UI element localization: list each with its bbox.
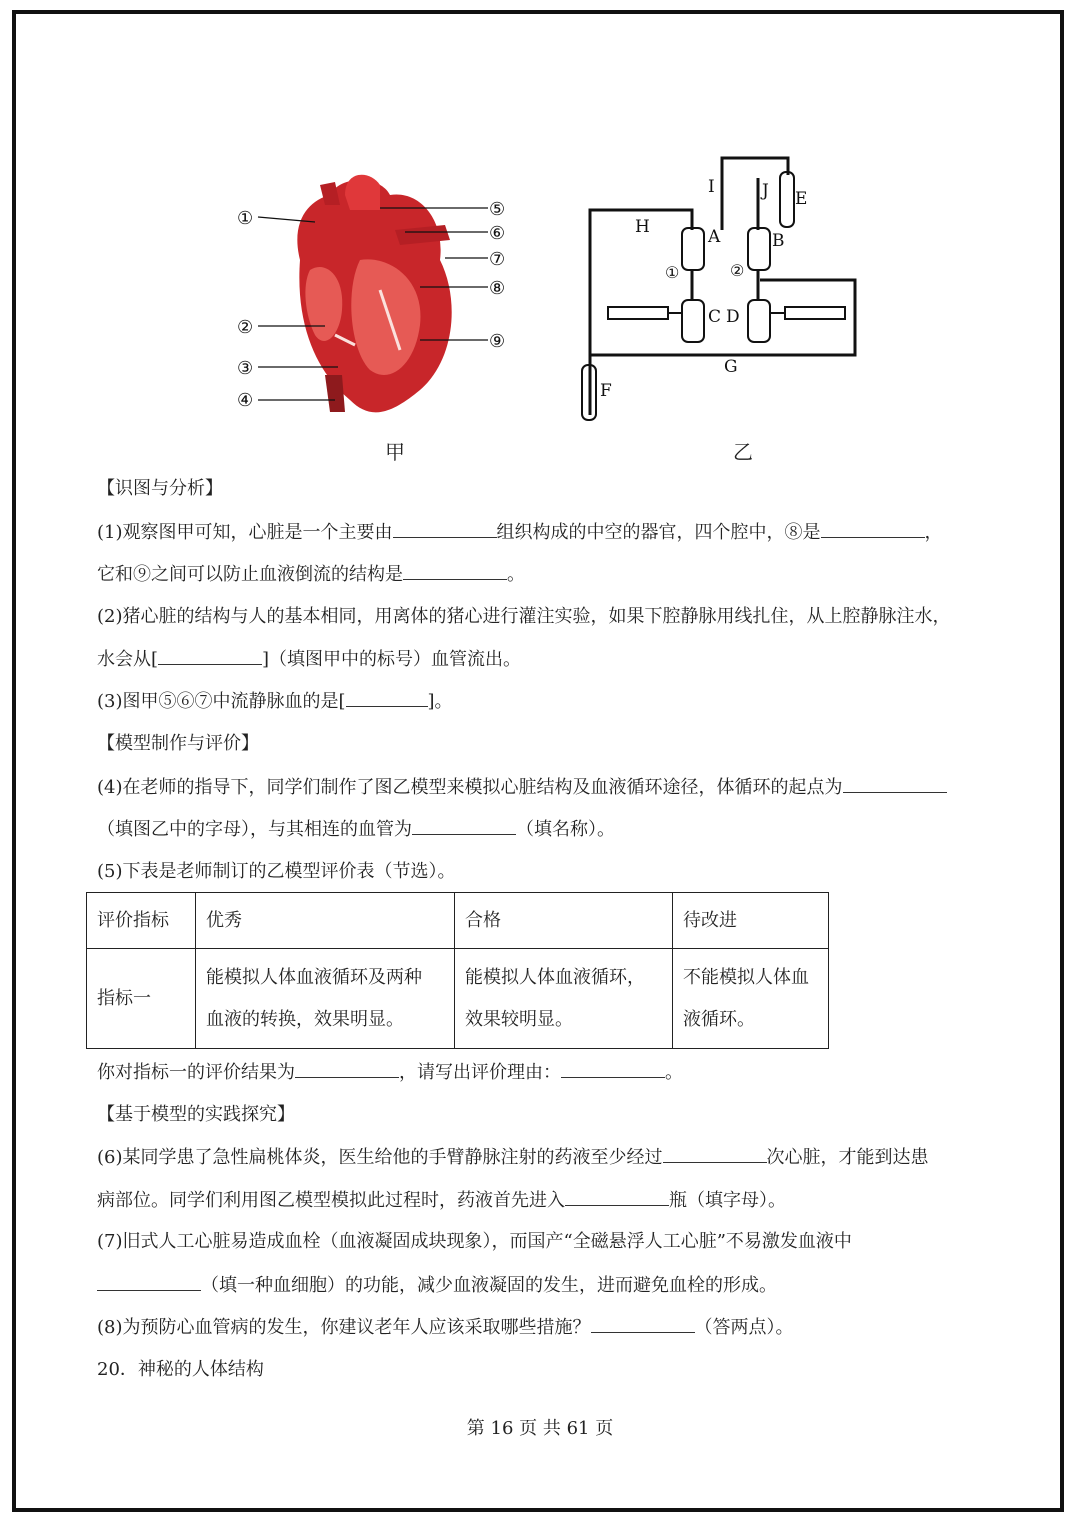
q4-text-b: （填图乙中的字母），与其相连的血管为 [97,819,412,840]
table-cell-improve [673,949,829,1049]
model-label-g: G [724,357,738,377]
q6-text-b: 次心脏，才能到达患 [766,1147,929,1168]
question-7-line-2 [97,1274,777,1297]
question-5: (5)下表是老师制订的乙模型评价表（节选）。 [97,861,456,882]
excellent-line-1: 能模拟人体血液循环及两种 [206,966,422,988]
section-title-practice: 【基于模型的实践探究】 [97,1104,295,1125]
q1-text-c: ， [924,522,943,543]
excellent-line-2: 血液的转换，效果明显。 [206,1008,404,1030]
heart-marker-5: ⑤ [489,199,506,220]
q6-text-c: 病部位。同学们利用图乙模型模拟此过程时，药液首先进入 [97,1190,565,1211]
q5-text-a: 你对指标一的评价结果为 [97,1062,295,1083]
table-header-criterion: 评价指标 [87,893,196,949]
improve-line-1: 不能模拟人体血 [683,966,809,988]
table-cell-criterion: 指标一 [87,949,196,1049]
q1-blank-3[interactable] [403,563,507,580]
q3-text-a: (3)图甲⑤⑥⑦中流静脉血的是[ [97,691,346,712]
q6-blank-2[interactable] [565,1189,669,1206]
pass-line-2: 效果较明显。 [465,1008,573,1030]
question-5-answer [97,1061,683,1084]
heart-marker-4: ④ [237,390,254,411]
evaluation-table [86,892,829,1049]
q6-text-a: (6)某同学患了急性扁桃体炎，医生给他的手臂静脉注射的药液至少经过 [97,1147,663,1168]
table-header-pass: 合格 [455,893,673,949]
table-row [87,949,829,1049]
figure-caption-yi: 乙 [733,440,753,464]
model-label-c: C [708,307,722,327]
figure-area [230,150,870,470]
heart-model-diagram [582,158,855,420]
q8-text-b: （答两点）。 [694,1317,794,1338]
model-label-e: E [795,189,808,209]
table-header-row [87,893,829,949]
model-label-f: F [600,381,612,401]
model-valve-1: ① [665,263,680,282]
q4-blank-1[interactable] [843,776,947,793]
q3-text-b: ]。 [427,691,453,712]
question-1-line-2 [97,563,525,586]
q1-blank-2[interactable] [821,521,925,538]
q1-text-a: (1)观察图甲可知，心脏是一个主要由 [97,522,393,543]
q1-text-d: 它和⑨之间可以防止血液倒流的结构是 [97,564,403,585]
q6-text-d: 瓶（填字母）。 [669,1190,786,1211]
heart-marker-8: ⑧ [489,278,506,299]
q1-text-b: 组织构成的中空的器官，四个腔中，⑧是 [496,522,821,543]
q5-text-b: ，请写出评价理由： [399,1062,561,1083]
q2-text-c: ]（填图甲中的标号）血管流出。 [262,649,522,670]
question-4-line-2 [97,818,615,841]
q5-blank-1[interactable] [295,1061,399,1078]
improve-line-2: 液循环。 [683,1008,755,1030]
q1-blank-1[interactable] [393,521,497,538]
table-cell-excellent [196,949,455,1049]
table-cell-pass [455,949,673,1049]
q3-blank[interactable] [346,690,428,707]
question-2-line-1: (2)猪心脏的结构与人的基本相同，用离体的猪心进行灌注实验，如果下腔静脉用线扎住，从上腔静脉注水， [97,606,951,627]
model-label-i: I [708,177,715,197]
q2-text-b: 水会从[ [97,649,159,670]
pass-line-1: 能模拟人体血液循环， [465,966,645,988]
page-footer: 第 16 页 共 61 页 [466,1418,614,1439]
model-label-j: J [762,181,769,201]
section-title-analysis: 【识图与分析】 [97,478,223,499]
q5-blank-2[interactable] [561,1061,665,1078]
heart-marker-3: ③ [237,358,254,379]
q1-text-e: 。 [507,564,525,585]
question-6-line-2 [97,1189,786,1212]
model-label-h: H [635,217,650,237]
heart-marker-7: ⑦ [489,249,506,270]
heart-illustration [297,175,451,413]
question-8 [97,1316,794,1339]
table-header-improve: 待改进 [673,893,829,949]
table-header-excellent: 优秀 [196,893,455,949]
q8-text-a: (8)为预防心血管病的发生，你建议老年人应该采取哪些措施？ [97,1317,591,1338]
question-3 [97,690,453,713]
q7-text-b: （填一种血细胞）的功能，减少血液凝固的发生，进而避免血栓的形成。 [201,1275,777,1296]
q7-blank[interactable] [97,1274,201,1291]
heart-marker-2: ② [237,317,254,338]
q4-text-c: （填名称）。 [516,819,615,840]
question-4-line-1 [97,776,947,799]
q6-blank-1[interactable] [663,1146,767,1163]
figure-caption-jia: 甲 [385,440,405,464]
q4-blank-2[interactable] [412,818,516,835]
question-20-heading: 20．神秘的人体结构 [97,1359,264,1380]
model-label-d: D [726,307,740,327]
q8-blank[interactable] [591,1316,695,1333]
heart-marker-9: ⑨ [489,331,506,352]
figures [230,150,870,470]
question-1-line-1 [97,521,943,544]
model-label-b: B [772,231,785,251]
q5-text-c: 。 [665,1062,683,1083]
question-7-line-1: (7)旧式人工心脏易造成血栓（血液凝固成块现象），而国产“全磁悬浮人工心脏”不易激发血液中 [97,1231,852,1252]
q4-text-a: (4)在老师的指导下，同学们制作了图乙模型来模拟心脏结构及血液循环途径，体循环的起点为 [97,777,843,798]
question-2-line-2 [97,648,521,671]
section-title-model: 【模型制作与评价】 [97,733,259,754]
q2-blank[interactable] [158,648,262,665]
heart-marker-1: ① [237,208,254,229]
model-label-a: A [708,227,721,247]
model-valve-2: ② [730,261,745,280]
question-6-line-1 [97,1146,929,1169]
heart-marker-6: ⑥ [489,223,506,244]
